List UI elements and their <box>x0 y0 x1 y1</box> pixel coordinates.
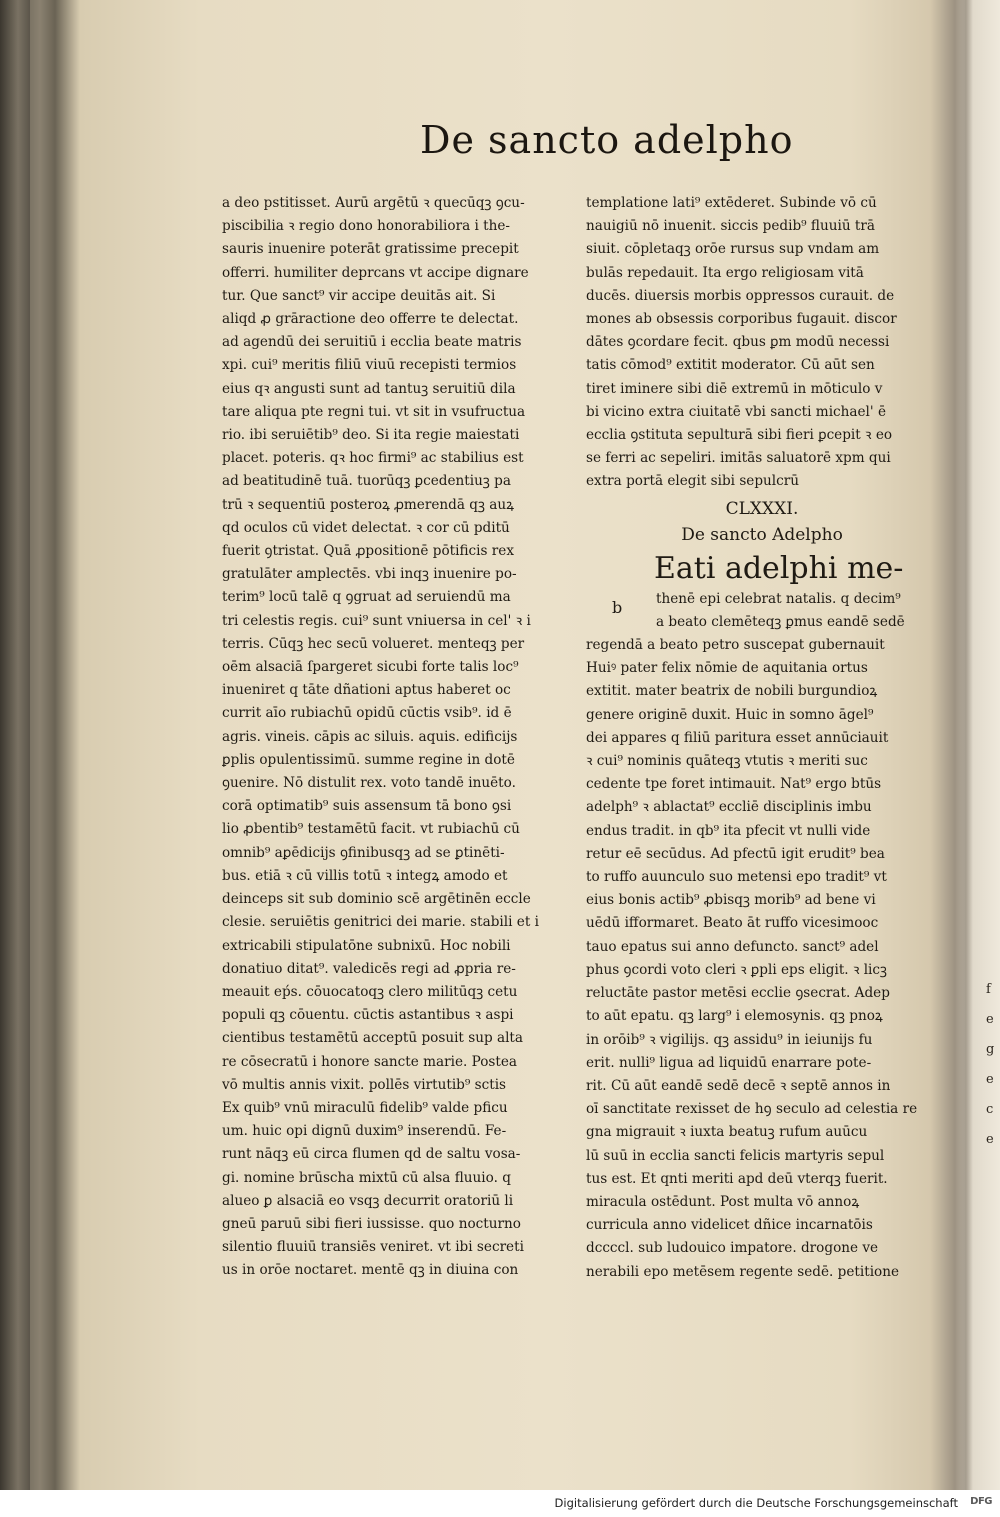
text-line: bulās repedauit. Ita ergo religiosam vitā <box>586 264 864 281</box>
dfg-logo: DFG <box>970 1496 992 1507</box>
text-line: currit aīo rubiachū opidū cūctis vsib⁹. id ē <box>222 705 512 722</box>
text-line: trū ꝛ sequentiū posteroꝝ ꝓmerendā qꝫ auꝝ <box>222 496 514 513</box>
text-line: dei appares q filiū paritura esset annūciauit <box>586 729 889 746</box>
chapter-incipit: Eati adelphi me- <box>654 550 904 586</box>
text-line: agris. vineis. cāpis ac siluis. aquis. edificijs <box>222 728 518 745</box>
initial-space <box>586 588 938 634</box>
text-line: alueo ꝑ alsaciā eo vsqꝫ decurrit oratoriū li <box>222 1192 514 1209</box>
text-line: nerabili epo metēsem regente sedē. petitione <box>586 1263 900 1280</box>
text-line: bi vicino extra ciuitatē vbi sancti michael' ē <box>586 403 887 420</box>
text-line: genere originē duxit. Huic in somno āgel⁹ <box>586 706 874 723</box>
text-line: dātes ꝯcordare fecit. qbus ꝑm modū necessi <box>586 334 890 351</box>
text-line: to aūt epatu. qꝫ larg⁹ i elemosynis. qꝫ pnoꝝ <box>586 1008 883 1025</box>
text-line: miracula ostēdunt. Post multa vō annoꝝ <box>586 1193 860 1210</box>
text-line: deinceps sit sub dominio scē argētinēn eccle <box>222 891 531 908</box>
text-line: lū suū in ecclia sancti felicis martyris sepul <box>586 1147 885 1164</box>
text-line: erit. nulli⁹ ligua ad liquidū enarrare pote- <box>586 1054 872 1071</box>
text-line: omnib⁹ aꝑēdicijs ꝯfinibusqꝫ ad se ꝑtinēti- <box>222 844 505 861</box>
text-line: mones ab obsessis corporibus fugauit. discor <box>586 311 897 328</box>
text-line: us in orōe noctaret. mentē qꝫ in diuina con <box>222 1262 519 1279</box>
text-line: phus ꝯcordi voto cleri ꝛ ꝑpli eps eligit. ꝛ licꝫ <box>586 961 887 978</box>
text-line: ad beatitudinē tuā. tuorūqꝫ ꝑcedentiuꝫ pa <box>222 473 511 490</box>
text-line: ꝑplis opulentissimū. summe regine in dotē <box>222 751 515 768</box>
text-line: silentio fluuiū transiēs veniret. vt ibi secreti <box>222 1239 524 1256</box>
text-line: a deo pstitisset. Aurū argētū ꝛ quecūqꝫ ꝯcu- <box>222 195 525 211</box>
text-line: templatione lati⁹ extēderet. Subinde vō cū <box>586 195 877 211</box>
text-line: ducēs. diuersis morbis oppressos curauit. de <box>586 287 895 304</box>
chapter-title: De sancto Adelpho <box>681 524 843 545</box>
text-line: rio. ibi seruiētib⁹ deo. Si ita regie maiestati <box>222 427 520 444</box>
text-line: donatiuo ditat⁹. valedicēs regi ad ꝓpria re- <box>222 960 516 977</box>
text-line: populi qꝫ cōuentu. cūctis astantibus ꝛ aspi <box>222 1007 514 1024</box>
left-column <box>222 192 574 1283</box>
text-line: cientibus testamētū acceptū posuit sup alta <box>222 1030 523 1047</box>
text-line: lio ꝓbentib⁹ testamētū facit. vt rubiachū cū <box>222 821 520 838</box>
text-line: to ruffo auunculo suo metensi epo tradit⁹ vt <box>586 869 887 886</box>
right-column-bottom-text <box>586 634 938 1284</box>
text-line: endus tradit. in qb⁹ ita pfecit vt nulli vide <box>586 822 871 839</box>
text-line: inueniret q tāte dñationi aptus haberet oc <box>222 682 511 699</box>
text-line: ꝛ cui⁹ nominis quāteqꝫ vtutis ꝛ meriti suc <box>586 753 868 770</box>
text-line: offerri. humiliter deprcans vt accipe dignare <box>222 264 529 281</box>
footer-credit: Digitalisierung gefördert durch die Deutsche Forschungsgemeinschaft <box>554 1496 958 1510</box>
text-line: bus. etiā ꝛ cū villis totū ꝛ integꝝ amodo et <box>222 867 508 884</box>
text-line: nauigiū nō inuenit. siccis pedib⁹ fluuiū trā <box>586 218 875 235</box>
text-line: Huiꝰ pater felix nōmie de aquitania ortus <box>586 660 868 677</box>
right-column-top-text <box>586 192 938 494</box>
text-line: tri celestis regis. cui⁹ sunt vniuersa in cel' ꝛ i <box>222 612 531 629</box>
text-line: tur. Que sanct⁹ vir accipe deuitās ait. Si <box>222 287 496 304</box>
text-line: corā optimatib⁹ suis assensum tā bono ꝯsi <box>222 798 512 815</box>
text-line: curricula anno videlicet dñice incarnatōis <box>586 1217 873 1234</box>
text-line: cedente tpe foret intimauit. Nat⁹ ergo btūs <box>586 776 882 793</box>
text-line: oēm alsaciā ſpargeret sicubi forte talis loc⁹ <box>222 659 519 676</box>
margin-marks <box>986 975 1000 1155</box>
text-line: xpi. cui⁹ meritis filiū viuū recepisti termios <box>222 357 517 374</box>
initial-guide-letter: b <box>612 597 623 617</box>
text-line: placet. poteris. qꝛ hoc firmi⁹ ac stabilius est <box>222 450 524 467</box>
text-line: gratulāter amplectēs. vbi inqꝫ inuenire po- <box>222 566 517 583</box>
margin-mark: e <box>986 1132 994 1147</box>
text-line: tiret iminere sibi diē extremū in mōticulo v <box>586 380 883 397</box>
text-line: tare aliqua pte regni tui. vt sit in vsufructua <box>222 403 526 420</box>
text-line: vō multis annis vixit. pollēs virtutib⁹ sctis <box>222 1076 507 1093</box>
text-line: gneū paruū sibi fieri iussisse. quo nocturno <box>222 1215 521 1232</box>
text-line: eius qꝛ angusti sunt ad tantuꝫ seruitiū dila <box>222 380 516 397</box>
text-line: adelph⁹ ꝛ ablactat⁹ eccliē disciplinis imbu <box>586 799 872 816</box>
footer-bar <box>0 1490 1000 1517</box>
text-line: extra portā elegit sibi sepulcrū <box>586 473 800 490</box>
text-line: piscibilia ꝛ regio dono honorabiliora i the- <box>222 218 511 235</box>
text-line: terris. Cūqꝫ hec secū volueret. menteqꝫ per <box>222 635 525 652</box>
text-line: um. huic opi dignū duxim⁹ inserendū. Fe- <box>222 1123 507 1140</box>
text-line: tus est. Et qnti meriti apd deū vterqꝫ fuerit. <box>586 1170 888 1187</box>
right-column-indented-text <box>586 588 938 634</box>
text-line: gna migrauit ꝛ iuxta beatuꝫ rufum auūcu <box>586 1124 868 1141</box>
text-line: ꝯuenire. Nō distulit rex. voto tandē inuēto. <box>222 775 516 792</box>
margin-mark: g <box>986 1042 995 1057</box>
book-edge-left <box>0 0 30 1490</box>
margin-mark: e <box>986 1072 994 1087</box>
text-line: in orōib⁹ ꝛ vigilijs. qꝫ assidu⁹ in ieiunijs fu <box>586 1031 873 1048</box>
text-line: fuerit ꝯtristat. Quā ꝓpositionē pōtificis rex <box>222 543 514 560</box>
text-line: runt nāqꝫ eū circa flumen qd de saltu vosa- <box>222 1146 521 1163</box>
text-line: ad agendū dei seruitiū i ecclia beate matris <box>222 334 522 351</box>
text-line: tauo epatus sui anno defuncto. sanct⁹ adel <box>586 938 879 955</box>
text-line: re cōsecratū i honore sancte marie. Postea <box>222 1053 518 1070</box>
text-line: a beato clemēteqꝫ ꝑmus eandē sedē <box>656 613 905 630</box>
running-header: De sancto adelpho <box>420 118 794 162</box>
text-line: Ex quib⁹ vnū miraculū fidelib⁹ valde pficu <box>222 1099 508 1116</box>
right-column <box>586 192 938 1284</box>
text-line: extitit. mater beatrix de nobili burgundioꝝ <box>586 683 878 700</box>
text-line: qd oculos cū videt delectat. ꝛ cor cū pditū <box>222 519 510 536</box>
text-line: ecclia ꝯstituta sepulturā sibi fieri ꝑcepit ꝛ eo <box>586 427 893 444</box>
margin-mark: f <box>986 982 991 997</box>
text-line: oī sanctitate rexisset de hꝯ seculo ad celestia re <box>586 1101 918 1118</box>
margin-mark: e <box>986 1012 994 1027</box>
text-line: retur eē secūdus. Ad pfectū igit erudit⁹ bea <box>586 845 885 862</box>
text-line: regendā a beato petro suscepat gubernauit <box>586 637 885 654</box>
text-line: eius bonis actib⁹ ꝓbisqꝫ morib⁹ ad bene vi <box>586 892 876 909</box>
text-line: thenē epi celebrat natalis. q decim⁹ <box>656 590 901 607</box>
text-line: dccccl. sub ludouico impatore. drogone ve <box>586 1240 879 1257</box>
gutter-shadow <box>955 0 973 1490</box>
text-line: se ferri ac sepeliri. imitās saluatorē xpm qui <box>586 450 891 467</box>
text-line: siuit. cōpletaqꝫ orōe rursus sup vndam am <box>586 241 880 258</box>
text-line: tatis cōmod⁹ extitit moderator. Cū aūt sen <box>586 357 875 374</box>
text-line: meauit eṕs. cōuocatoqꝫ clero militūqꝫ cetu <box>222 983 518 1000</box>
text-line: terim⁹ locū talē q ꝯgruat ad seruiendū ma <box>222 589 511 606</box>
chapter-number: CLXXXI. <box>725 498 799 519</box>
margin-mark: c <box>986 1102 994 1117</box>
text-line: rit. Cū aūt eandē sedē decē ꝛ septē annos in <box>586 1077 891 1094</box>
text-line: reluctāte pastor metēsi ecclie ꝯsecrat. Adep <box>586 985 890 1002</box>
text-line: gi. nomine brūscha mixtū cū alsa fluuio. q <box>222 1169 511 1186</box>
text-line: uēdū ifformaret. Beato āt ruffo vicesimooc <box>586 915 879 932</box>
text-line: clesie. seruiētis genitrici dei marie. stabili et i <box>222 914 539 931</box>
text-line: aliqd ꝓ grāractione deo offerre te delectat. <box>222 311 519 328</box>
text-line: sauris inuenire poterāt gratissime precepit <box>222 241 519 258</box>
text-line: extricabili stipulatōne subnixū. Hoc nobili <box>222 937 511 954</box>
